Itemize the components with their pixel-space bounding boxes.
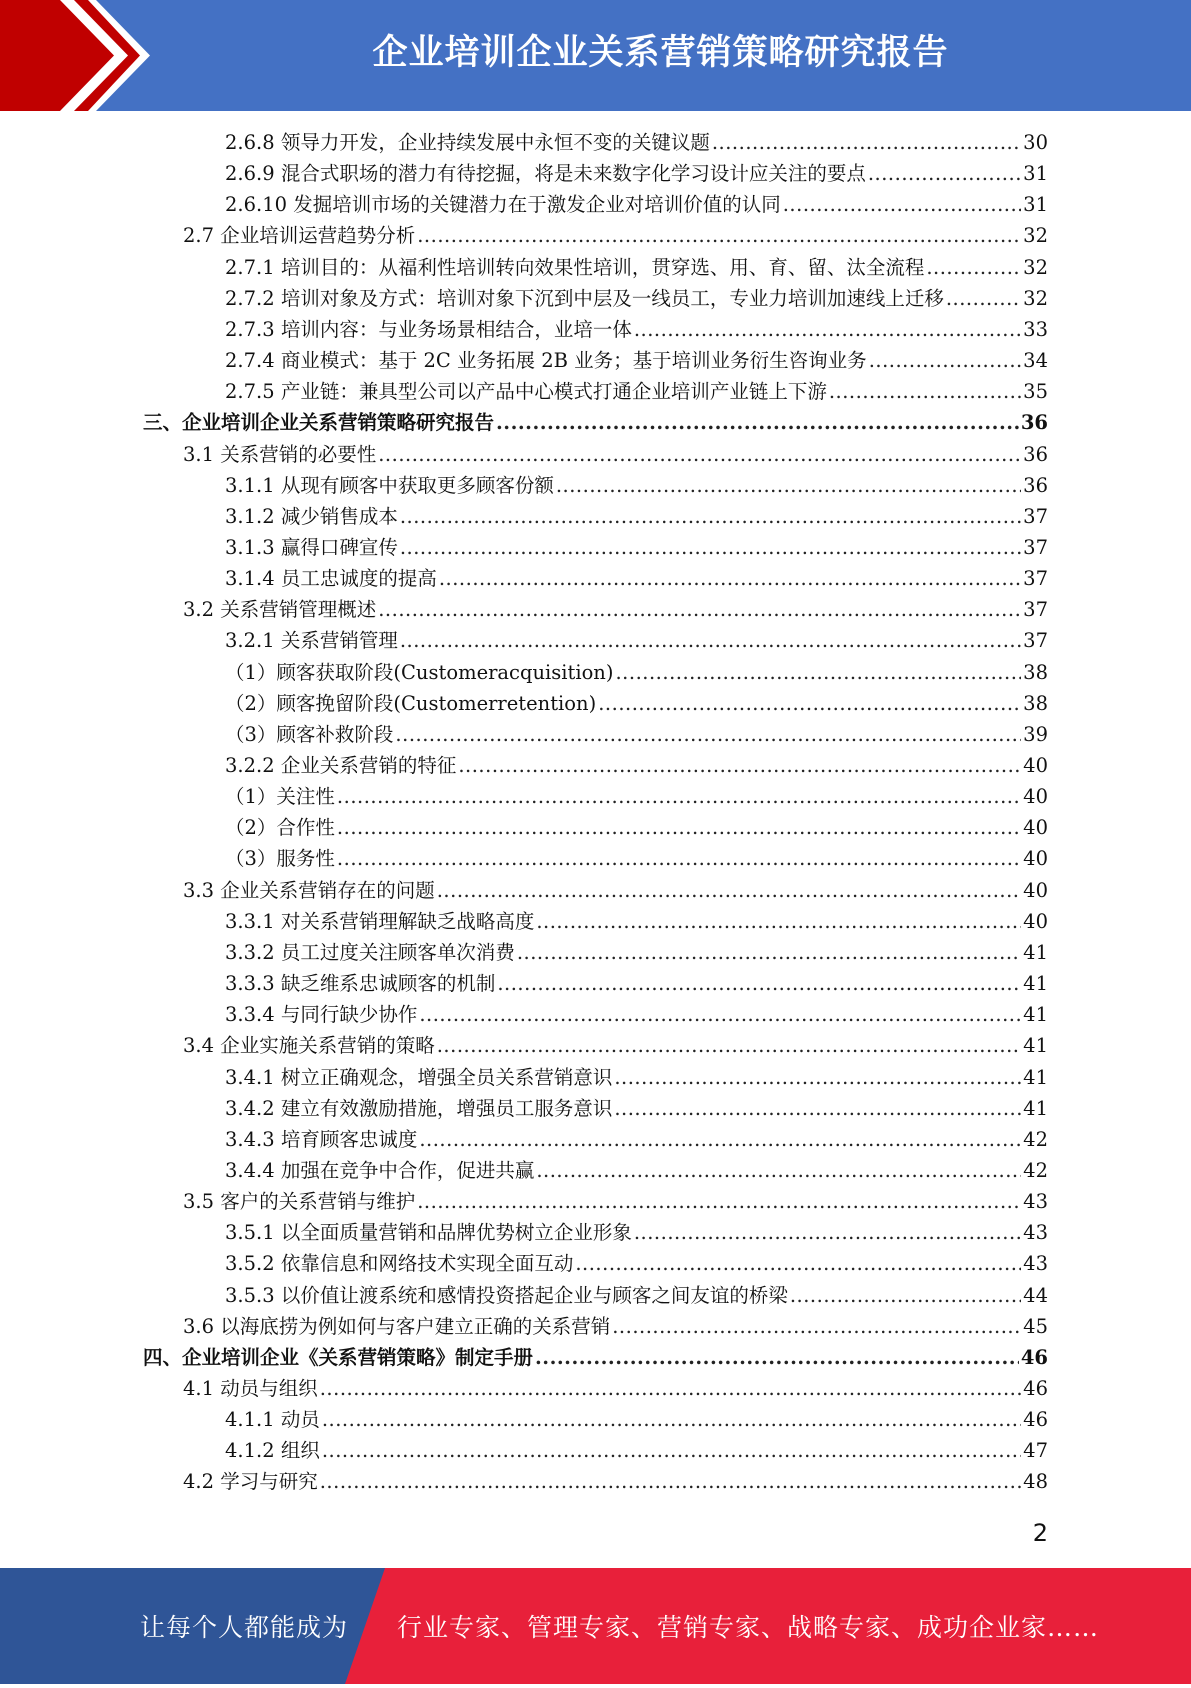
toc-entry-page: 31: [1023, 162, 1048, 186]
toc-entry-page: 41: [1023, 1034, 1048, 1058]
toc-leader-dots: [497, 969, 1021, 999]
toc-leader-dots: [400, 626, 1021, 656]
page-header: [0, 0, 1191, 111]
toc-entry[interactable]: [225, 720, 1048, 750]
toc-entry[interactable]: [225, 377, 1048, 407]
toc-entry[interactable]: [225, 128, 1048, 158]
toc-entry-title: 3.3.3 缺乏维系忠诚顾客的机制: [225, 972, 496, 996]
toc-entry-page: 30: [1023, 131, 1048, 154]
toc-leader-dots: [598, 689, 1021, 719]
toc-entry-page: 36: [1023, 442, 1048, 466]
toc-entry-page: 37: [1023, 567, 1048, 591]
toc-entry[interactable]: [183, 440, 1048, 470]
toc-leader-dots: [829, 377, 1021, 407]
toc-entry-title: 3.2 关系营销管理概述: [183, 598, 377, 622]
toc-leader-dots: [614, 1063, 1021, 1093]
toc-entry-page: 41: [1023, 1096, 1048, 1120]
toc-entry-page: 46: [1023, 1377, 1048, 1400]
toc-entry-title: 2.7 企业培训运营趋势分析: [183, 224, 416, 248]
toc-entry-page: 32: [1023, 286, 1048, 310]
toc-entry-page: 43: [1023, 1221, 1048, 1245]
toc-entry-title: （3）顾客补救阶段: [225, 722, 394, 746]
report-title: 企业培训企业关系营销策略研究报告: [372, 33, 949, 73]
toc-entry-title: 3.5.3 以价值让渡系统和感情投资搭起企业与顾客之间友谊的桥梁: [225, 1283, 788, 1307]
toc-entry-title: （3）服务性: [225, 847, 335, 871]
toc-entry[interactable]: [225, 159, 1048, 189]
toc-entry-title: 3.3.4 与同行缺少协作: [225, 1003, 418, 1027]
toc-entry-title: 3.5 客户的关系营销与维护: [183, 1190, 416, 1214]
toc-entry-title: 3.1 关系营销的必要性: [183, 442, 377, 466]
toc-entry-page: 46: [1020, 1345, 1048, 1369]
toc-leader-dots: [417, 221, 1021, 251]
toc-entry-title: 2.7.4 商业模式：基于 2C 业务拓展 2B 业务；基于培训业务衍生咨询业务: [225, 349, 867, 373]
toc-entry-page: 41: [1023, 972, 1048, 996]
toc-entry[interactable]: [143, 1343, 1048, 1373]
toc-entry-page: 40: [1023, 847, 1048, 871]
toc-leader-dots: [496, 408, 1019, 438]
toc-leader-dots: [437, 1031, 1021, 1061]
toc-leader-dots: [868, 159, 1021, 189]
toc-leader-dots: [322, 1436, 1021, 1466]
toc-entry[interactable]: [225, 284, 1048, 314]
toc-entry[interactable]: [225, 751, 1048, 781]
toc-leader-dots: [378, 440, 1021, 470]
toc-leader-dots: [615, 658, 1021, 688]
toc-entry-page: 38: [1023, 660, 1048, 684]
toc-leader-dots: [612, 1312, 1021, 1342]
toc-entry-title: 3.1.3 赢得口碑宣传: [225, 535, 398, 559]
toc-entry-title: 2.6.8 领导力开发，企业持续发展中永恒不变的关键议题: [225, 131, 710, 154]
toc-entry-title: 3.3.2 员工过度关注顾客单次消费: [225, 940, 515, 964]
toc-entry-page: 40: [1023, 816, 1048, 840]
toc-entry[interactable]: [225, 1063, 1048, 1093]
toc-entry-title: 3.4.3 培育顾客忠诚度: [225, 1127, 418, 1151]
toc-leader-dots: [517, 938, 1021, 968]
toc-leader-dots: [419, 1125, 1021, 1155]
toc-entry-page: 47: [1023, 1439, 1048, 1463]
toc-leader-dots: [437, 876, 1021, 906]
toc-entry-page: 41: [1023, 940, 1048, 964]
toc-entry-title: 3.6 以海底捞为例如何与客户建立正确的关系营销: [183, 1314, 611, 1338]
toc-entry-page: 37: [1023, 504, 1048, 528]
toc-entry-title: （2）合作性: [225, 816, 335, 840]
toc-entry-page: 41: [1023, 1065, 1048, 1089]
toc-entry[interactable]: [225, 1156, 1048, 1186]
toc-entry-title: 4.2 学习与研究: [183, 1470, 318, 1494]
toc-entry-page: 35: [1023, 380, 1048, 404]
toc-entry-title: 3.1.2 减少销售成本: [225, 504, 398, 528]
toc-leader-dots: [946, 284, 1021, 314]
toc-entry-title: 2.7.3 培训内容：与业务场景相结合，业培一体: [225, 317, 632, 341]
toc-entry-title: 3.2.1 关系营销管理: [225, 629, 398, 653]
toc-leader-dots: [783, 190, 1021, 220]
toc-leader-dots: [869, 346, 1021, 376]
toc-leader-dots: [419, 1000, 1021, 1030]
toc-entry-page: 44: [1023, 1283, 1048, 1307]
toc-leader-dots: [322, 1405, 1021, 1435]
toc-entry-title: 2.6.9 混合式职场的潜力有待挖掘，将是未来数字化学习设计应关注的要点: [225, 162, 866, 186]
toc-entry-title: 4.1 动员与组织: [183, 1377, 318, 1400]
toc-entry[interactable]: [225, 1405, 1048, 1435]
toc-leader-dots: [320, 1374, 1021, 1404]
toc-leader-dots: [320, 1467, 1021, 1497]
toc-entry-page: 42: [1023, 1158, 1048, 1182]
toc-entry-title: 3.3.1 对关系营销理解缺乏战略高度: [225, 909, 535, 933]
toc-entry-title: 3.3 企业关系营销存在的问题: [183, 878, 435, 902]
toc-entry[interactable]: [183, 1187, 1048, 1217]
toc-entry-page: 36: [1023, 473, 1048, 497]
toc-entry-page: 46: [1023, 1408, 1048, 1432]
toc-entry[interactable]: [225, 1436, 1048, 1466]
toc-leader-dots: [575, 1249, 1021, 1279]
page-number: 2: [1032, 1519, 1048, 1547]
toc-entry-title: 3.4.4 加强在竞争中合作，促进共赢: [225, 1158, 535, 1182]
toc-entry-page: 32: [1023, 255, 1048, 279]
toc-entry[interactable]: [225, 844, 1048, 874]
toc-leader-dots: [439, 564, 1021, 594]
toc-entry[interactable]: [183, 876, 1048, 906]
toc-entry-page: 40: [1023, 785, 1048, 809]
toc-leader-dots: [378, 595, 1021, 625]
toc-entry-page: 40: [1023, 754, 1048, 777]
toc-leader-dots: [337, 844, 1021, 874]
toc-entry-title: 3.1.1 从现有顾客中获取更多顾客份额: [225, 473, 554, 497]
toc-entry[interactable]: [225, 1125, 1048, 1155]
toc-entry-title: 2.6.10 发掘培训市场的关键潜力在于激发企业对培训价值的认同: [225, 193, 781, 217]
toc-entry-page: 43: [1023, 1190, 1048, 1214]
toc-entry-title: 四、企业培训企业《关系营销策略》制定手册: [143, 1345, 534, 1369]
toc-entry[interactable]: [183, 1467, 1048, 1497]
toc-entry-title: 2.7.2 培训对象及方式：培训对象下沉到中层及一线员工，专业力培训加速线上迁移: [225, 286, 944, 310]
toc-leader-dots: [556, 471, 1021, 501]
toc-entry[interactable]: [225, 564, 1048, 594]
toc-leader-dots: [535, 1343, 1019, 1373]
toc-leader-dots: [926, 253, 1021, 283]
toc-entry[interactable]: [225, 1249, 1048, 1279]
toc-leader-dots: [634, 1218, 1021, 1248]
toc-entry-page: 42: [1023, 1127, 1048, 1151]
toc-entry[interactable]: [225, 969, 1048, 999]
toc-entry[interactable]: [183, 1312, 1048, 1342]
toc-entry[interactable]: [225, 1094, 1048, 1124]
toc-entry-title: 3.4.2 建立有效激励措施，增强员工服务意识: [225, 1096, 613, 1120]
toc-leader-dots: [337, 813, 1021, 843]
toc-entry-page: 31: [1023, 193, 1048, 217]
header-chevron: [0, 0, 150, 111]
toc-leader-dots: [712, 128, 1021, 158]
toc-entry[interactable]: [225, 471, 1048, 501]
toc-leader-dots: [458, 751, 1021, 781]
footer-slogan-right: 行业专家、管理专家、营销专家、战略专家、成功企业家……: [397, 1613, 1100, 1642]
toc-entry-page: 37: [1023, 535, 1048, 559]
toc-entry-title: （1）顾客获取阶段(Customeracquisition): [225, 660, 614, 684]
toc-entry[interactable]: [225, 689, 1048, 719]
toc-entry[interactable]: [183, 595, 1048, 625]
page-footer: [0, 1568, 1191, 1684]
toc-leader-dots: [395, 720, 1021, 750]
toc-leader-dots: [400, 533, 1021, 563]
toc-entry[interactable]: [225, 1281, 1048, 1311]
toc-entry[interactable]: [183, 1374, 1048, 1404]
toc-entry-page: 36: [1020, 411, 1048, 435]
toc-leader-dots: [536, 1156, 1021, 1186]
toc-entry[interactable]: [225, 502, 1048, 532]
footer-slogan-left: 让每个人都能成为: [140, 1613, 349, 1642]
toc-leader-dots: [400, 502, 1021, 532]
toc-entry[interactable]: [225, 626, 1048, 656]
toc-entry[interactable]: [183, 221, 1048, 251]
toc-leader-dots: [634, 315, 1021, 345]
toc-entry-title: 2.7.1 培训目的：从福利性培训转向效果性培训，贯穿选、用、育、留、汰全流程: [225, 255, 925, 279]
toc-entry[interactable]: [143, 408, 1048, 438]
toc-entry[interactable]: [225, 190, 1048, 220]
toc-entry-page: 45: [1023, 1314, 1048, 1338]
toc-entry[interactable]: [225, 907, 1048, 937]
toc-entry-title: 3.5.2 依靠信息和网络技术实现全面互动: [225, 1252, 574, 1276]
toc-entry[interactable]: [225, 813, 1048, 843]
toc-entry[interactable]: [225, 1000, 1048, 1030]
toc-entry-page: 40: [1023, 878, 1048, 902]
toc-entry[interactable]: [225, 253, 1048, 283]
toc-leader-dots: [536, 907, 1021, 937]
toc-entry[interactable]: [225, 533, 1048, 563]
toc-entry[interactable]: [225, 346, 1048, 376]
toc-entry-title: 3.2.2 企业关系营销的特征: [225, 754, 457, 777]
toc-entry-title: 3.5.1 以全面质量营销和品牌优势树立企业形象: [225, 1221, 632, 1245]
toc-entry-title: （2）顾客挽留阶段(Customerretention): [225, 691, 597, 715]
toc-entry-title: （1）关注性: [225, 785, 335, 809]
toc-leader-dots: [614, 1094, 1021, 1124]
toc-entry-page: 48: [1023, 1470, 1048, 1494]
toc-entry-page: 37: [1023, 598, 1048, 622]
toc-entry[interactable]: [225, 315, 1048, 345]
toc-entry[interactable]: [225, 1218, 1048, 1248]
toc-entry[interactable]: [225, 938, 1048, 968]
toc-leader-dots: [790, 1281, 1021, 1311]
toc-entry[interactable]: [225, 658, 1048, 688]
toc-entry-title: 3.4.1 树立正确观念，增强全员关系营销意识: [225, 1065, 613, 1089]
toc-entry-title: 3.1.4 员工忠诚度的提高: [225, 567, 437, 591]
toc-entry-page: 41: [1023, 1003, 1048, 1027]
toc-entry-page: 34: [1023, 349, 1048, 373]
toc-entry-title: 3.4 企业实施关系营销的策略: [183, 1034, 435, 1058]
toc-entry-title: 4.1.2 组织: [225, 1439, 320, 1463]
toc-entry-page: 32: [1023, 224, 1048, 248]
toc-entry-page: 37: [1023, 629, 1048, 653]
toc-leader-dots: [417, 1187, 1021, 1217]
toc-leader-dots: [337, 782, 1021, 812]
toc-entry-page: 39: [1023, 722, 1048, 746]
toc-entry-page: 43: [1023, 1252, 1048, 1276]
toc-entry-page: 33: [1023, 317, 1048, 341]
toc-entry-page: 38: [1023, 691, 1048, 715]
toc-entry[interactable]: [183, 1031, 1048, 1061]
toc-entry-title: 2.7.5 产业链：兼具型公司以产品中心模式打通企业培训产业链上下游: [225, 380, 827, 404]
toc-entry-title: 三、企业培训企业关系营销策略研究报告: [143, 411, 495, 435]
toc-entry[interactable]: [225, 782, 1048, 812]
toc-entry-page: 40: [1023, 909, 1048, 933]
toc-entry-title: 4.1.1 动员: [225, 1408, 320, 1432]
